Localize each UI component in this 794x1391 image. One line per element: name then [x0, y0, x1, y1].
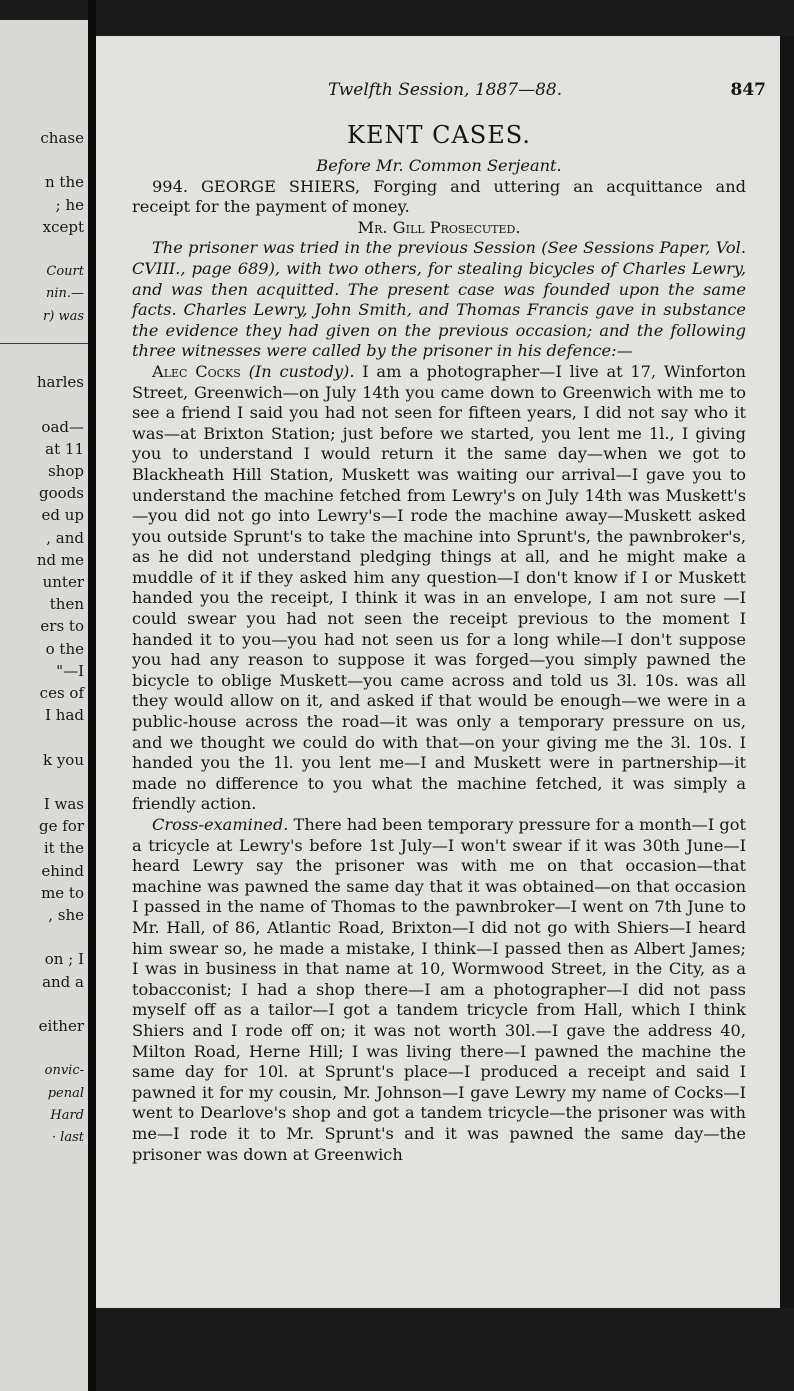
prosecutor-line: Mr. Gill Prosecuted.: [357, 217, 521, 237]
left-page-fragment: o the: [45, 639, 84, 658]
cross-examined-label: Cross-examined.: [152, 815, 289, 834]
page-number: 847: [730, 80, 766, 100]
book-gutter: [88, 0, 96, 1391]
left-page-fragment: nin.—: [45, 286, 84, 302]
left-page-fragment: ge for: [39, 817, 84, 836]
page-edge-shadow: [780, 36, 794, 1308]
testimony-text: I am a photographer—I live at 17, Winforton Street, Greenwich—on July 14th you came down to Greenwich with me to see a friend I said you had not seen for fifteen years, I did not say who it was—at Brixton Station; just before we started, you lent me 1l., I giving you to understand I would return it the same day—when we got to Blackheath Hill Station, Muskett was waiting our arrival—I gave you to understand the machine fetched from Lewry's on July 14th was Muskett's—you did not go into Lewry's—I rode the machine away—Muskett asked you outside Sprunt's to take the machine into Sprunt's, the pawnbroker's, as he did not understand pledging things at all, and he might make a muddle of it if they asked him any question—I don't know if I or Muskett handed you the receipt, I think it was in an envelope, I am not sure —I could swear you had not seen the receipt previous to the moment I handed it to you—you had not seen us for a long while—I don't suppose you had any reason to suppose it was forged—you simply pawned the bicycle to oblige Muskett—you came across and told us 3l. 10s. was all they would allow on it, and asked if that would be enough—we were in a public-house across the road—it was only a temporary pressure on us, and we thought we could do with that—on your giving me the 3l. 10s. I handed you the 1l. you lent me—I and Muskett were in partnership—it made no difference to you what the machine fetched, it was simply a friendly action.: [132, 361, 746, 814]
left-page-fragment: then: [49, 595, 84, 614]
left-page-fragment: onvic-: [44, 1063, 84, 1079]
page-body: [132, 120, 746, 1165]
witness-status: (In custody).: [248, 361, 355, 381]
left-page-fragment: nd me: [36, 550, 84, 569]
left-page-fragment: it the: [43, 839, 84, 858]
left-page-fragment: ers to: [40, 617, 84, 636]
left-page-fragment: Court: [46, 264, 84, 280]
left-page-fragment: r) was: [43, 308, 84, 324]
case-note: The prisoner was tried in the previous Session (See Sessions Paper, Vol. CVIII., page 689), with two others, for stealing bicycles of Charles Lewry, and was then acquitted. The present case was founded upon the same facts. Charles Lewry, John Smith, and Thomas Francis gave in substance the evidence they had given on the previous occasion; and the following three witnesses were called by the prisoner in his defence:—: [132, 238, 746, 361]
judge-line: Before Mr. Common Serjeant.: [316, 156, 562, 175]
left-page-fragment: and a: [42, 972, 84, 991]
left-page-fragment: penal: [47, 1085, 84, 1101]
section-title: KENT CASES.: [347, 121, 531, 149]
left-page-fragment: ces of: [39, 684, 84, 702]
witness-testimony: [132, 362, 746, 815]
left-page-fragment: , and: [46, 528, 84, 547]
left-page-fragment: ehind: [41, 861, 84, 880]
cross-examination-text: There had been temporary pressure for a month—I got a tricycle at Lewry's before 1st July—I won't swear if it was 30th June—I heard Lewry say the prisoner was with me on that occasion—that machine was pawned the same day that it was obtained—on that occasion I passed in the name of Thomas to the pawnbroker—I went on 7th June to Mr. Hall, of 86, Atlantic Road, Brixton—I did not go with Shiers—I heard him swear so, he made a mistake, I think—I passed then as Albert James; I was in business in that name at 10, Wormwood Street, in the City, as a tobacconist; I had a shop there—I am a photographer—I did not pass myself off as a tailor—I got a tandem tricycle from Hall, which I think Shiers and I rode off on; it was not worth 30l.—I gave the address 40, Milton Road, Herne Hill; I was living there—I pawned the machine the same day for 10l. at Sprunt's place—I produced a receipt and said I pawned it for my cousin, Mr. Johnson—I gave Lewry my name of Cocks—I went to Dearlove's shop and got a tandem tricycle—the prisoner was with me—I rode it to Mr. Sprunt's and it was pawned the same day—the prisoner was down at Greenwich: [132, 815, 746, 1164]
page-header: [96, 80, 780, 110]
left-page-fragment: unter: [42, 573, 84, 591]
left-page-fragment: shop: [48, 462, 84, 480]
left-page-fragment: on ; I: [44, 950, 84, 969]
left-page-fragment: at 11: [45, 439, 84, 458]
left-page-fragment: · last: [51, 1130, 84, 1145]
left-page-fragment: n the: [45, 173, 84, 192]
left-page-fragment: ed up: [41, 506, 84, 525]
left-page-fragment: harles: [36, 373, 84, 392]
left-page-fragment: Hard: [50, 1107, 84, 1123]
left-page-fragment: I was: [43, 795, 84, 813]
left-page-margin: [0, 20, 88, 1391]
left-page-rule: [0, 343, 88, 344]
running-title: Twelfth Session, 1887—88.: [328, 80, 563, 100]
left-page-fragment: I had: [45, 706, 84, 725]
case-heading: 994. GEORGE SHIERS, Forging and uttering an acquittance and receipt for the payment of money.: [132, 176, 746, 217]
left-page-fragment: , she: [48, 906, 84, 924]
left-page-fragment: "—I: [56, 661, 84, 680]
right-page: [96, 36, 780, 1308]
witness-name: Alec Cocks: [152, 361, 241, 381]
left-page-fragment: ; he: [55, 195, 84, 214]
left-page-fragment: either: [38, 1017, 84, 1035]
cross-examination: [132, 815, 746, 1165]
left-page-fragment: k you: [42, 750, 84, 769]
left-page-fragment: xcept: [42, 217, 84, 236]
left-page-fragment: chase: [40, 129, 84, 147]
left-page-fragment: goods: [39, 484, 84, 503]
left-page-fragment: oad—: [41, 417, 84, 436]
left-page-fragment: me to: [41, 883, 84, 902]
